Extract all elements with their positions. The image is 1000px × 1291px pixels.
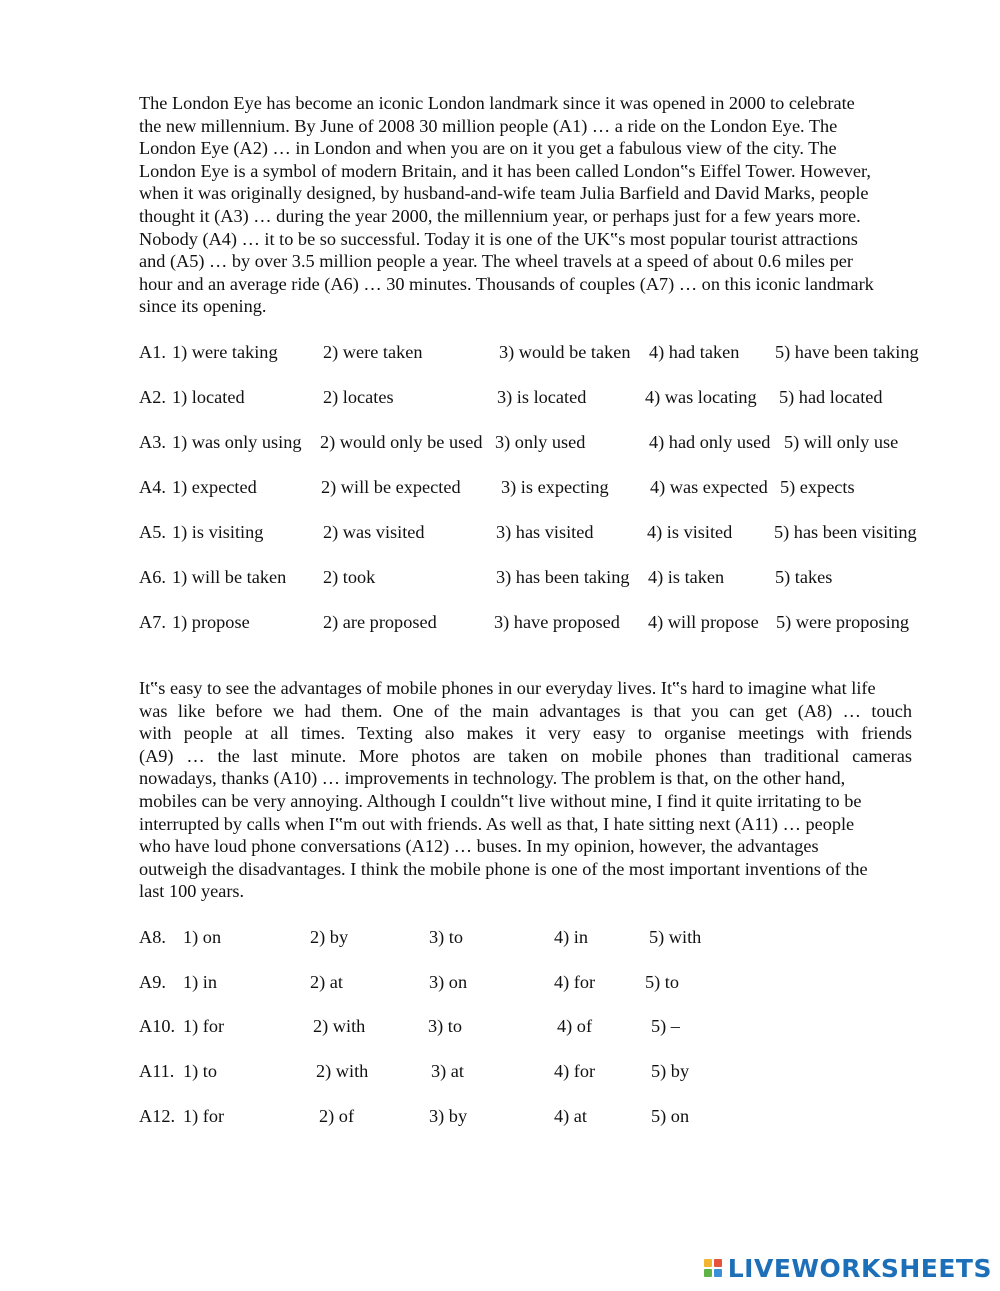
question-row-a1 — [139, 340, 959, 364]
answer-option[interactable]: 4) had taken — [649, 342, 740, 362]
answer-option[interactable]: 2) at — [310, 972, 343, 992]
passage-line: London Eye is a symbol of modern Britain, and it has been called London‟s Eiffel Tower. However, — [139, 160, 871, 181]
answer-option[interactable]: 3) have proposed — [494, 612, 620, 632]
answer-option[interactable]: 1) in — [183, 972, 218, 992]
answer-option[interactable]: 5) by — [651, 1061, 690, 1081]
passage-line: was like before we had them. One of the main advantages is that you can get (A8) … touch — [139, 700, 912, 721]
answer-option[interactable]: 3) to — [428, 1016, 463, 1036]
answer-option[interactable]: 1) will be taken — [172, 567, 287, 587]
answer-option[interactable]: 4) for — [554, 972, 596, 992]
question-id: A6. — [139, 567, 166, 587]
answer-option[interactable]: 5) takes — [775, 567, 833, 587]
answer-option[interactable]: 5) on — [651, 1106, 690, 1126]
answer-option[interactable]: 1) on — [183, 927, 222, 947]
answer-option[interactable]: 1) for — [183, 1106, 225, 1126]
liveworksheets-brand — [704, 1253, 992, 1283]
answer-option[interactable]: 5) to — [645, 972, 680, 992]
logo-square-3 — [704, 1269, 712, 1277]
brand-text: LIVEWORKSHEETS — [727, 1253, 992, 1283]
answer-option[interactable]: 4) at — [554, 1106, 587, 1126]
answer-option[interactable]: 2) was visited — [323, 522, 425, 542]
question-row-a12 — [139, 1104, 959, 1128]
answer-option[interactable]: 3) is expecting — [501, 477, 609, 497]
question-row-a4 — [139, 475, 959, 499]
logo-square-2 — [714, 1259, 722, 1267]
question-id: A7. — [139, 612, 166, 632]
answer-option[interactable]: 2) would only be used — [320, 432, 483, 452]
answer-option[interactable]: 4) for — [554, 1061, 596, 1081]
question-id: A3. — [139, 432, 166, 452]
answer-option[interactable]: 3) is located — [497, 387, 587, 407]
passage-line: the new millennium. By June of 2008 30 million people (A1) … a ride on the London Eye. The — [139, 115, 838, 136]
question-id: A5. — [139, 522, 166, 542]
answer-option[interactable]: 1) expected — [172, 477, 257, 497]
answer-option[interactable]: 5) will only use — [784, 432, 899, 452]
question-row-a6 — [139, 565, 959, 589]
answer-option[interactable]: 5) – — [651, 1016, 680, 1036]
passage-line: since its opening. — [139, 296, 267, 317]
question-row-a5 — [139, 520, 959, 544]
question-row-a3 — [139, 430, 959, 454]
passage-line: thought it (A3) … during the year 2000, the millennium year, or perhaps just for a few years more. — [139, 205, 861, 226]
answer-option[interactable]: 3) would be taken — [499, 342, 631, 362]
passage-line: last 100 years. — [139, 881, 245, 902]
question-id: A1. — [139, 342, 166, 362]
answer-option[interactable]: 3) has visited — [496, 522, 594, 542]
passage-line: who have loud phone conversations (A12) … buses. In my opinion, however, the advantages — [139, 836, 819, 857]
answer-option[interactable]: 1) for — [183, 1016, 225, 1036]
answer-option[interactable]: 4) in — [554, 927, 589, 947]
passage-mobile-phones — [139, 677, 929, 903]
passage-line: hour and an average ride (A6) … 30 minutes. Thousands of couples (A7) … on this iconic landmark — [139, 273, 874, 294]
answer-option[interactable]: 3) has been taking — [496, 567, 630, 587]
answer-option[interactable]: 4) is visited — [647, 522, 733, 542]
logo-square-4 — [714, 1269, 722, 1277]
question-row-a9 — [139, 970, 959, 994]
answer-option[interactable]: 2) with — [313, 1016, 366, 1036]
answer-option[interactable]: 5) had located — [779, 387, 883, 407]
answer-option[interactable]: 5) were proposing — [776, 612, 910, 632]
answer-option[interactable]: 4) of — [557, 1016, 593, 1036]
question-id: A4. — [139, 477, 166, 497]
passage-line: (A9) … the last minute. More photos are taken on mobile phones than traditional cameras — [139, 745, 912, 766]
question-row-a10 — [139, 1014, 959, 1038]
passage-line: with people at all times. Texting also makes it very easy to organise meetings with friends — [139, 723, 912, 744]
passage-line: Nobody (A4) … it to be so successful. Today it is one of the UK‟s most popular tourist attractions — [139, 228, 858, 249]
passage-line: The London Eye has become an iconic London landmark since it was opened in 2000 to celebrate — [139, 93, 855, 113]
answer-option[interactable]: 4) was locating — [645, 387, 757, 407]
passage-line: London Eye (A2) … in London and when you are on it you get a fabulous view of the city. The — [139, 138, 837, 159]
question-row-a11 — [139, 1059, 959, 1083]
passage-line: interrupted by calls when I‟m out with friends. As well as that, I hate sitting next (A11) … people — [139, 813, 855, 834]
question-row-a8 — [139, 925, 959, 949]
answer-option[interactable]: 2) with — [316, 1061, 369, 1081]
answer-option[interactable]: 4) will propose — [648, 612, 759, 632]
answer-option[interactable]: 4) is taken — [648, 567, 725, 587]
question-id: A12. — [139, 1106, 176, 1126]
answer-option[interactable]: 5) expects — [780, 477, 855, 497]
passage-line: when it was originally designed, by husband-and-wife team Julia Barfield and David Marks, people — [139, 183, 869, 204]
answer-option[interactable]: 1) located — [172, 387, 245, 407]
answer-option[interactable]: 2) of — [319, 1106, 355, 1126]
answer-option[interactable]: 3) only used — [495, 432, 586, 452]
answer-option[interactable]: 1) to — [183, 1061, 218, 1081]
liveworksheets-logo-icon — [704, 1259, 722, 1277]
answer-option[interactable]: 1) was only using — [172, 432, 302, 452]
answer-option[interactable]: 2) were taken — [323, 342, 423, 362]
passage-line: mobiles can be very annoying. Although I couldn‟t live without mine, I find it quite irritating to be — [139, 790, 862, 811]
answer-option[interactable]: 1) were taking — [172, 342, 278, 362]
answer-option[interactable]: 3) at — [431, 1061, 464, 1081]
question-id: A11. — [139, 1061, 175, 1081]
passage-line: It‟s easy to see the advantages of mobile phones in our everyday lives. It‟s hard to imagine what life — [139, 678, 876, 698]
answer-option[interactable]: 1) propose — [172, 612, 250, 632]
passage-line: nowadays, thanks (A10) … improvements in technology. The problem is that, on the other hand, — [139, 768, 846, 789]
question-id: A10. — [139, 1016, 176, 1036]
passage-line: and (A5) … by over 3.5 million people a year. The wheel travels at a speed of about 0.6 miles per — [139, 251, 853, 272]
answer-option[interactable]: 2) locates — [323, 387, 394, 407]
answer-option[interactable]: 2) are proposed — [323, 612, 437, 632]
answer-option[interactable]: 4) had only used — [649, 432, 771, 452]
answer-option[interactable]: 3) to — [429, 927, 464, 947]
question-id: A9. — [139, 972, 166, 992]
question-row-a2 — [139, 385, 959, 409]
question-row-a7 — [139, 610, 959, 634]
answer-option[interactable]: 2) by — [310, 927, 349, 947]
passage-line: outweigh the disadvantages. I think the mobile phone is one of the most important inventions of the — [139, 858, 868, 879]
answer-option[interactable]: 5) have been taking — [775, 342, 919, 362]
answer-option[interactable]: 5) with — [649, 927, 702, 947]
logo-square-1 — [704, 1259, 712, 1267]
question-id: A8. — [139, 927, 166, 947]
answer-option[interactable]: 1) is visiting — [172, 522, 264, 542]
passage-london-eye — [139, 92, 929, 318]
answer-option[interactable]: 5) has been visiting — [774, 522, 917, 542]
question-id: A2. — [139, 387, 166, 407]
answer-option[interactable]: 4) was expected — [650, 477, 768, 497]
answer-option[interactable]: 2) took — [323, 567, 376, 587]
answer-option[interactable]: 3) on — [429, 972, 468, 992]
answer-option[interactable]: 2) will be expected — [321, 477, 461, 497]
answer-option[interactable]: 3) by — [429, 1106, 468, 1126]
